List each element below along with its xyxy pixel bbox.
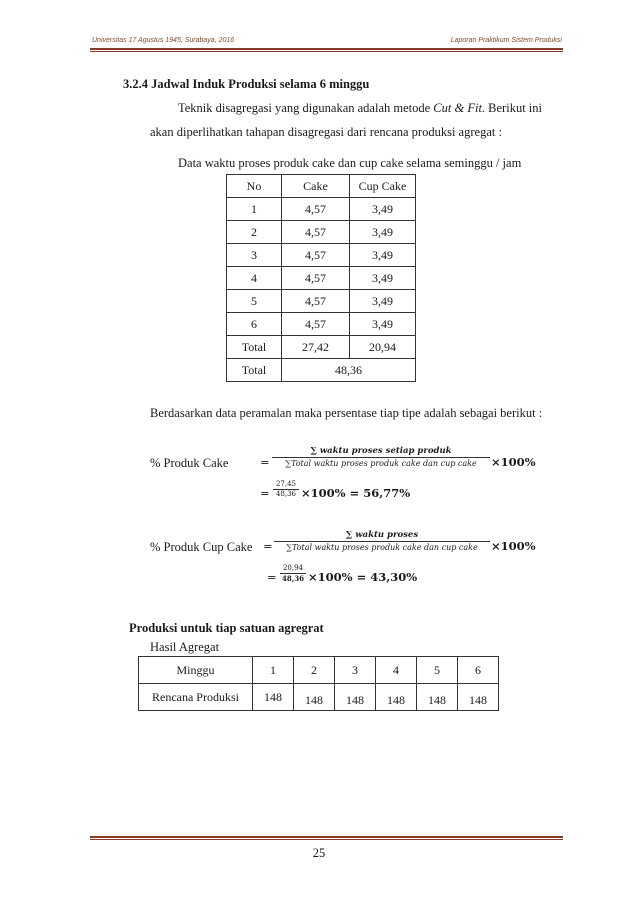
paragraph-line-2: akan diperlihatkan tahapan disagregasi dari rencana produksi agregat : xyxy=(150,125,502,139)
cell-no: 2 xyxy=(227,221,282,244)
grand-total-row xyxy=(227,359,416,382)
grand-total-label: Total xyxy=(227,359,282,382)
table-caption: Data waktu proses produk cake dan cup cake selama seminggu / jam xyxy=(178,156,522,170)
table-row xyxy=(227,198,416,221)
aggregate-table xyxy=(138,656,499,711)
header-cupcake: Cup Cake xyxy=(350,175,416,198)
cake-times: ×100% xyxy=(491,455,536,469)
cupcake-denominator: ∑Total waktu proses produk cake dan cup cake xyxy=(286,543,478,552)
cake-equals-2: = xyxy=(260,486,270,500)
cupcake-times: ×100% xyxy=(491,539,536,553)
cell-cake: 4,57 xyxy=(282,198,350,221)
total-cake: 27,42 xyxy=(282,336,350,359)
cell-cupcake: 3,49 xyxy=(350,290,416,313)
page-number: 25 xyxy=(312,846,326,860)
cupcake-fraction xyxy=(274,530,490,553)
method-name: Cut & Fit xyxy=(433,101,482,115)
cell-no: 6 xyxy=(227,313,282,336)
cake-calc-denominator: 48,36 xyxy=(275,490,297,498)
week-header-row xyxy=(139,657,499,684)
cupcake-equals: = xyxy=(263,539,273,553)
production-value: 148 xyxy=(253,684,294,711)
header-no: No xyxy=(227,175,282,198)
production-value: 148 xyxy=(458,684,499,711)
cake-fraction xyxy=(272,446,490,469)
table-row xyxy=(227,313,416,336)
week-number: 6 xyxy=(458,657,499,684)
total-label: Total xyxy=(227,336,282,359)
week-number: 5 xyxy=(417,657,458,684)
cupcake-numerator: ∑ waktu proses xyxy=(345,530,419,540)
paragraph-text-b: . Berikut ini xyxy=(481,101,542,115)
header-rule-thin xyxy=(90,51,563,52)
cake-denominator: ∑Total waktu proses produk cake dan cup cake xyxy=(285,459,477,468)
cell-cake: 4,57 xyxy=(282,244,350,267)
production-value: 148 xyxy=(294,684,335,711)
cake-calc-fraction xyxy=(273,480,299,499)
cake-calc-numerator: 27,45 xyxy=(275,480,297,488)
cell-cake: 4,57 xyxy=(282,290,350,313)
cell-cake: 4,57 xyxy=(282,313,350,336)
grand-total-value: 48,36 xyxy=(282,359,416,382)
cupcake-calc-numerator: 20,94 xyxy=(282,564,304,572)
production-title: Produksi untuk tiap satuan agregrat xyxy=(129,621,324,635)
cupcake-equals-2: = xyxy=(267,570,277,584)
cell-cupcake: 3,49 xyxy=(350,198,416,221)
week-number: 4 xyxy=(376,657,417,684)
cake-equals: = xyxy=(260,455,270,469)
cell-no: 1 xyxy=(227,198,282,221)
header-right-text: Laporan Praktikum Sistem Produksi xyxy=(450,37,562,44)
production-value: 148 xyxy=(417,684,458,711)
header-cake: Cake xyxy=(282,175,350,198)
header-rule xyxy=(90,48,563,50)
paragraph-line-1 xyxy=(178,100,542,116)
week-number: 3 xyxy=(335,657,376,684)
week-number: 2 xyxy=(294,657,335,684)
production-plan-row xyxy=(139,684,499,711)
total-cupcake: 20,94 xyxy=(350,336,416,359)
total-row xyxy=(227,336,416,359)
week-number: 1 xyxy=(253,657,294,684)
cell-cupcake: 3,49 xyxy=(350,244,416,267)
cake-formula-label: % Produk Cake xyxy=(150,456,229,470)
cell-no: 3 xyxy=(227,244,282,267)
cell-cake: 4,57 xyxy=(282,267,350,290)
table-row xyxy=(227,244,416,267)
cell-cake: 4,57 xyxy=(282,221,350,244)
footer-rule-thin xyxy=(90,839,563,840)
cupcake-calc-denominator: 48,36 xyxy=(282,574,304,583)
cell-cupcake: 3,49 xyxy=(350,313,416,336)
header-left-text: Universitas 17 Agustus 1945, Surabaya, 2016 xyxy=(92,37,235,44)
cell-cupcake: 3,49 xyxy=(350,221,416,244)
cell-cupcake: 3,49 xyxy=(350,267,416,290)
table-row xyxy=(227,221,416,244)
footer-rule xyxy=(90,836,563,838)
week-header-label: Minggu xyxy=(139,657,253,684)
section-title: 3.2.4 Jadwal Induk Produksi selama 6 minggu xyxy=(123,77,370,91)
table-header-row xyxy=(227,175,416,198)
table-row xyxy=(227,267,416,290)
process-time-table xyxy=(226,174,416,382)
percent-intro: Berdasarkan data peramalan maka persentase tiap tipe adalah sebagai berikut : xyxy=(150,406,543,420)
cupcake-calc-fraction xyxy=(280,564,306,583)
production-subtitle: Hasil Agregat xyxy=(150,640,220,654)
table-row xyxy=(227,290,416,313)
cupcake-result: ×100% = 43,30% xyxy=(308,570,418,584)
production-plan-label: Rencana Produksi xyxy=(139,684,253,711)
production-value: 148 xyxy=(335,684,376,711)
paragraph-text-a: Teknik disagregasi yang digunakan adalah metode xyxy=(178,101,434,115)
cake-numerator: ∑ waktu proses setiap produk xyxy=(310,446,452,456)
cupcake-formula-label: % Produk Cup Cake xyxy=(150,540,253,554)
production-value: 148 xyxy=(376,684,417,711)
cake-result: ×100% = 56,77% xyxy=(301,486,411,500)
cell-no: 4 xyxy=(227,267,282,290)
cell-no: 5 xyxy=(227,290,282,313)
